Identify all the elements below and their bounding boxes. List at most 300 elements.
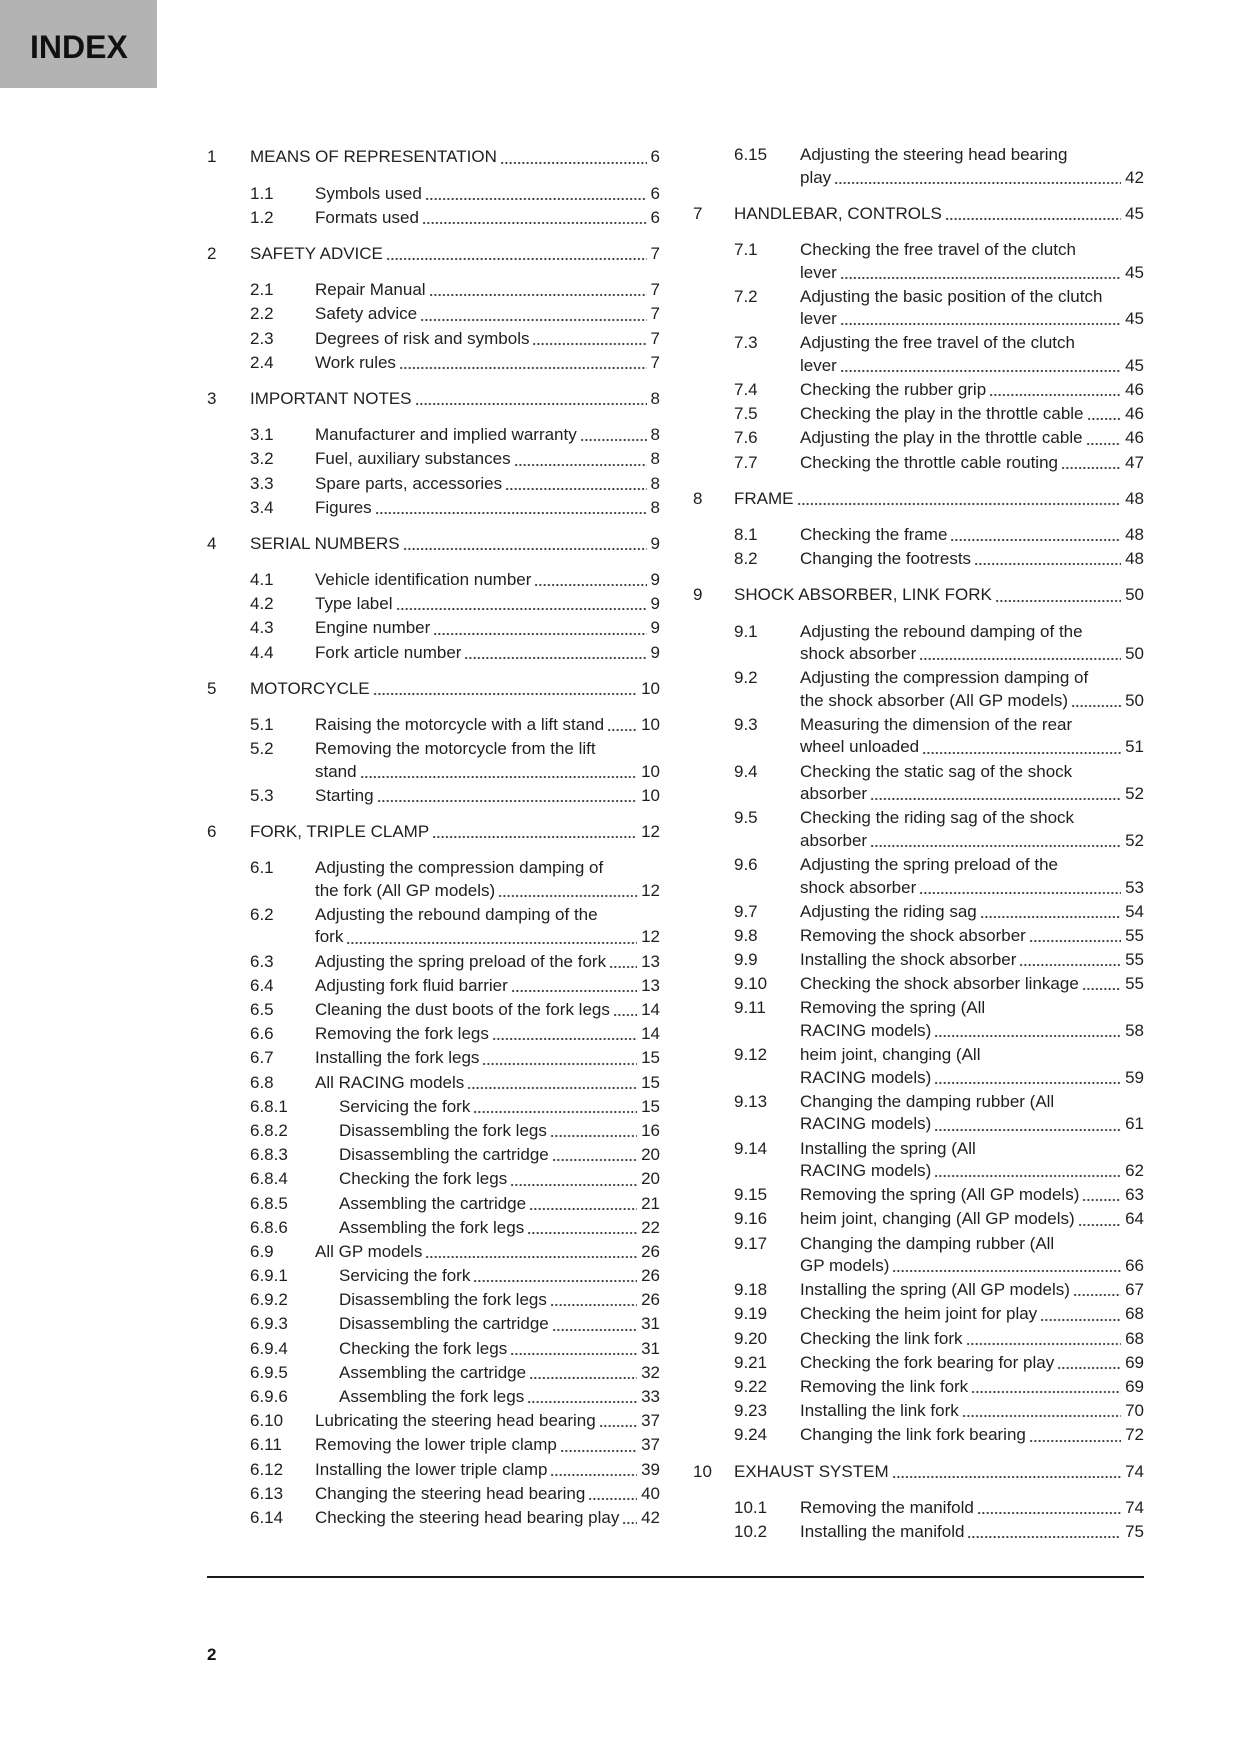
dot-leader [360, 761, 637, 784]
toc-title-line [315, 642, 660, 665]
toc-chapter [207, 677, 660, 701]
toc-title [315, 738, 660, 783]
toc-title-line [315, 1507, 660, 1530]
toc-title-line [339, 1362, 660, 1385]
toc-title-text: Installing the spring (All [800, 1138, 976, 1158]
dot-leader [609, 951, 637, 974]
toc-title-line [315, 1241, 660, 1264]
toc-page-number: 55 [1125, 925, 1144, 945]
toc-title [250, 533, 660, 556]
toc-number: 6.14 [250, 1507, 284, 1527]
toc-number: 7.6 [734, 428, 758, 448]
toc-page-number: 8 [650, 425, 660, 445]
toc-title [315, 183, 660, 206]
toc-section [207, 1192, 660, 1216]
toc-title-text: Installing the link fork [800, 1401, 959, 1421]
toc-title [250, 388, 660, 411]
toc-page-number: 6 [650, 183, 660, 203]
toc-number: 9.3 [734, 714, 758, 734]
section-title: INDEX [30, 29, 128, 65]
toc-section [207, 974, 660, 998]
toc-page-number: 15 [641, 1072, 660, 1092]
toc-title-text: SAFETY ADVICE [250, 244, 383, 263]
toc-title-text: play [800, 167, 832, 187]
toc-number: 3.4 [250, 497, 274, 517]
toc-number: 2.4 [250, 352, 274, 372]
toc-number: 6.9.6 [250, 1387, 288, 1406]
toc-chapter [693, 202, 1144, 226]
toc-section [693, 1520, 1144, 1544]
toc-title-text: Disassembling the fork legs [339, 1290, 547, 1310]
toc-section [693, 143, 1144, 190]
toc-title-line [315, 497, 660, 520]
dot-leader [971, 1376, 1121, 1399]
toc-title-text: FORK, TRIPLE CLAMP [250, 822, 430, 842]
toc-number: 9.12 [734, 1045, 768, 1065]
toc-number: 10.1 [734, 1497, 768, 1517]
toc-title-line [250, 678, 660, 701]
toc-number: 4.1 [250, 570, 274, 590]
toc-title-line [339, 1217, 660, 1240]
toc-title-line [315, 880, 660, 903]
dot-leader [510, 1338, 637, 1361]
toc-title-line [734, 584, 1144, 607]
dot-leader [420, 303, 646, 326]
dot-leader [403, 533, 647, 556]
toc-page-number: 74 [1125, 1497, 1144, 1517]
toc-section [693, 620, 1144, 667]
dot-leader [607, 714, 637, 737]
toc-page-number: 21 [641, 1193, 660, 1213]
toc-page-number: 7 [650, 244, 660, 263]
toc-page-number: 9 [650, 570, 660, 590]
toc-title [800, 1044, 1144, 1089]
toc-title [800, 807, 1144, 852]
toc-number: 1.1 [250, 183, 274, 203]
toc-section [207, 1119, 660, 1143]
toc-page-number: 8 [650, 473, 660, 493]
toc-number: 9.4 [734, 761, 758, 781]
dot-leader [510, 1168, 637, 1191]
toc-title-line [315, 951, 660, 974]
toc-page-number: 16 [641, 1120, 660, 1140]
toc-title-line [800, 1020, 1144, 1043]
dot-leader [552, 1144, 637, 1167]
toc-section [207, 1240, 660, 1264]
toc-page-number: 52 [1125, 830, 1144, 850]
dot-leader [433, 617, 646, 640]
toc-number: 6.2 [250, 904, 274, 924]
dot-leader [500, 146, 647, 169]
toc-title-text: wheel unloaded [800, 737, 920, 757]
dot-leader [482, 1047, 637, 1070]
dot-leader [534, 569, 646, 592]
toc-page-number: 59 [1125, 1067, 1144, 1087]
dot-leader [1087, 403, 1122, 426]
dot-leader [552, 1313, 637, 1336]
dot-leader [934, 1160, 1121, 1183]
dot-leader [588, 1483, 637, 1506]
toc-title-line [800, 643, 1144, 666]
dot-leader [432, 821, 637, 844]
toc-title [800, 1091, 1144, 1136]
toc-number: 9.20 [734, 1328, 768, 1348]
toc-number: 10 [693, 1461, 712, 1481]
dot-leader [797, 488, 1122, 511]
toc-page-number: 37 [641, 1411, 660, 1431]
dot-leader [560, 1434, 637, 1457]
toc-section [207, 998, 660, 1022]
toc-title-text: Manufacturer and implied warranty [315, 425, 577, 445]
toc-title-line [800, 1328, 1144, 1351]
toc-title-text: Changing the footrests [800, 549, 972, 569]
toc-number: 7 [693, 203, 703, 223]
toc-page-number: 42 [1125, 167, 1144, 187]
toc-title-line [250, 243, 660, 266]
toc-title [800, 1497, 1144, 1520]
toc-page-number: 8 [650, 449, 660, 469]
toc-number: 6.9.3 [250, 1314, 288, 1334]
toc-title [315, 473, 660, 496]
toc-title [800, 1303, 1144, 1326]
toc-number: 3.3 [250, 473, 274, 493]
toc-title-line [800, 714, 1144, 737]
toc-title-line [800, 830, 1144, 853]
toc-title-text: Checking the fork legs [339, 1338, 508, 1358]
toc-section [693, 378, 1144, 402]
toc-title-line [800, 1279, 1144, 1302]
toc-title [800, 925, 1144, 948]
toc-title-text: IMPORTANT NOTES [250, 388, 412, 408]
toc-page-number: 46 [1125, 404, 1144, 424]
toc-section [207, 182, 660, 206]
dot-leader [622, 1507, 637, 1530]
dot-leader [995, 584, 1121, 607]
toc-page-number: 10 [641, 761, 660, 781]
toc-section [693, 238, 1144, 285]
toc-section [207, 568, 660, 592]
toc-title-line [800, 1521, 1144, 1544]
toc-page-number: 63 [1125, 1185, 1144, 1205]
toc-section [207, 856, 660, 903]
toc-page-number: 42 [641, 1507, 660, 1527]
toc-section [693, 523, 1144, 547]
toc-title-text: stand [315, 761, 357, 781]
dot-leader [967, 1521, 1121, 1544]
toc-title-text: Spare parts, accessories [315, 473, 503, 493]
toc-page-number: 69 [1125, 1377, 1144, 1397]
toc-title-text: Adjusting the compression damping of [800, 668, 1089, 688]
dot-leader [514, 448, 647, 471]
dot-leader [429, 279, 647, 302]
toc-number: 6.15 [734, 145, 768, 165]
toc-section [693, 547, 1144, 571]
dot-leader [977, 1497, 1121, 1520]
toc-title-text: Checking the static sag of the shock [800, 761, 1073, 781]
toc-number: 6.13 [250, 1483, 284, 1503]
toc-title-text: Checking the heim joint for play [800, 1304, 1038, 1324]
toc-number: 9.11 [734, 998, 766, 1018]
toc-title-line [800, 1044, 1144, 1067]
toc-title-text: Checking the shock absorber linkage [800, 974, 1079, 994]
toc-section [693, 1137, 1144, 1184]
toc-section [693, 948, 1144, 972]
toc-title [339, 1265, 660, 1288]
toc-page-number: 13 [641, 975, 660, 995]
dot-leader [980, 901, 1121, 924]
toc-title-text: shock absorber [800, 644, 917, 664]
toc-title [315, 497, 660, 520]
toc-title [800, 332, 1144, 377]
toc-number: 6.8 [250, 1072, 274, 1092]
toc-section [693, 853, 1144, 900]
toc-title-text: Lubricating the steering head bearing [315, 1411, 596, 1431]
toc-title-text: Adjusting the free travel of the clutch [800, 333, 1075, 353]
dot-leader [1061, 452, 1121, 475]
toc-number: 5 [207, 678, 217, 698]
toc-number: 7.7 [734, 452, 758, 472]
toc-page-number: 10 [641, 715, 660, 734]
dot-leader [529, 1193, 637, 1216]
toc-title-text: Changing the link fork bearing [800, 1425, 1026, 1445]
toc-title-text: Disassembling the cartridge [339, 1314, 549, 1334]
toc-number: 5.1 [250, 715, 274, 734]
toc-section [207, 1337, 660, 1361]
toc-title [800, 997, 1144, 1042]
toc-title-text: Checking the steering head bearing play [315, 1507, 620, 1527]
toc-page-number: 32 [641, 1362, 660, 1382]
toc-section [207, 278, 660, 302]
toc-page-number: 62 [1125, 1161, 1144, 1181]
toc-title-text: Checking the fork legs [339, 1169, 508, 1189]
toc-section [207, 617, 660, 641]
toc-number: 9.2 [734, 668, 758, 688]
toc-page-number: 20 [641, 1169, 660, 1189]
toc-page-number: 50 [1125, 585, 1144, 605]
toc-title-line [315, 926, 660, 949]
toc-title-text: Engine number [315, 618, 431, 638]
toc-page-number: 15 [641, 1048, 660, 1068]
toc-title-text: Type label [315, 594, 393, 614]
toc-number: 6.7 [250, 1048, 274, 1068]
toc-title [250, 821, 660, 844]
toc-title-text: All RACING models [315, 1072, 465, 1092]
toc-section [207, 1264, 660, 1288]
toc-number: 9.13 [734, 1091, 768, 1111]
toc-chapter [207, 820, 660, 844]
toc-title [339, 1217, 660, 1240]
toc-title-text: Assembling the cartridge [339, 1193, 527, 1213]
toc-title [315, 1410, 660, 1433]
toc-section [207, 496, 660, 520]
toc-number: 6.8.1 [250, 1096, 288, 1116]
toc-section [207, 784, 660, 808]
toc-title [315, 448, 660, 471]
dot-leader [934, 1067, 1121, 1090]
toc-title-line [339, 1289, 660, 1312]
toc-page-number: 58 [1125, 1020, 1144, 1040]
toc-number: 6.12 [250, 1459, 284, 1479]
toc-title-text: Removing the link fork [800, 1377, 969, 1397]
toc-section [693, 451, 1144, 475]
toc-title-line [800, 973, 1144, 996]
toc-title [315, 999, 660, 1022]
toc-section [693, 900, 1144, 924]
dot-leader [613, 999, 637, 1022]
dot-leader [834, 167, 1121, 190]
toc-section [693, 1399, 1144, 1423]
toc-number: 6.9.2 [250, 1290, 288, 1310]
toc-title-text: Cleaning the dust boots of the fork legs [315, 1000, 610, 1019]
toc-number: 5.2 [250, 739, 274, 759]
toc-page-number: 26 [641, 1290, 660, 1310]
toc-page-number: 26 [641, 1241, 660, 1261]
toc-number: 4.3 [250, 618, 274, 638]
toc-page-number: 8 [650, 388, 660, 408]
toc-section [693, 1232, 1144, 1279]
toc-title-line [800, 783, 1144, 806]
toc-title-text: Repair Manual [315, 280, 426, 300]
toc-title-text: lever [800, 355, 837, 375]
toc-title-line [339, 1265, 660, 1288]
toc-title-line [800, 621, 1144, 644]
toc-title [315, 951, 660, 974]
toc-section [693, 666, 1144, 713]
toc-title-text: Checking the fork bearing for play [800, 1352, 1055, 1372]
toc-title-line [800, 1400, 1144, 1423]
toc-title-line [800, 332, 1144, 355]
toc-number: 9.8 [734, 925, 758, 945]
toc-number: 7.2 [734, 286, 758, 306]
toc-title [315, 1459, 660, 1482]
toc-title-line [800, 452, 1144, 475]
toc-section [207, 1288, 660, 1312]
dot-leader [580, 424, 647, 447]
toc-chapter [693, 1460, 1144, 1484]
toc-section [693, 1278, 1144, 1302]
toc-title-text: Assembling the cartridge [339, 1362, 527, 1382]
toc-section [693, 1043, 1144, 1090]
toc-section [207, 447, 660, 471]
toc-title-line [339, 1144, 660, 1167]
toc-title [800, 1279, 1144, 1302]
toc-title-line [800, 427, 1144, 450]
toc-title-text: Checking the play in the throttle cable [800, 404, 1084, 424]
dot-leader [962, 1400, 1121, 1423]
toc-title-text: RACING models) [800, 1114, 932, 1134]
toc-section [693, 332, 1144, 379]
toc-title-line [800, 548, 1144, 571]
toc-title [315, 207, 660, 230]
toc-title [800, 427, 1144, 450]
toc-title [800, 1328, 1144, 1351]
toc-title-text: EXHAUST SYSTEM [734, 1461, 889, 1481]
toc-title-text: Starting [315, 785, 374, 805]
toc-title-line [250, 146, 660, 169]
toc-page-number: 48 [1125, 488, 1144, 508]
toc-number: 9.21 [734, 1352, 768, 1372]
toc-page-number: 54 [1125, 901, 1144, 921]
toc-page-number: 10 [641, 785, 660, 805]
dot-leader [989, 379, 1121, 402]
toc-page-number: 31 [641, 1338, 660, 1358]
dot-leader [892, 1255, 1121, 1278]
toc-number: 9.6 [734, 855, 758, 875]
toc-number: 9.10 [734, 974, 768, 994]
toc-title-text: shock absorber [800, 877, 917, 897]
toc-section [207, 1482, 660, 1506]
toc-title-line [800, 1067, 1144, 1090]
toc-title-text: Changing the damping rubber (All [800, 1233, 1055, 1253]
toc-section [693, 760, 1144, 807]
toc-title [800, 548, 1144, 571]
toc-number: 2.1 [250, 280, 274, 300]
toc-title-text: Removing the spring (All GP models) [800, 1185, 1080, 1205]
toc-number: 1.2 [250, 207, 274, 227]
toc-page-number: 66 [1125, 1256, 1144, 1276]
toc-title-text: FRAME [734, 488, 794, 508]
toc-title-line [315, 857, 660, 880]
dot-leader [1073, 1279, 1121, 1302]
dot-leader [550, 1289, 637, 1312]
toc-title-text: Installing the shock absorber [800, 950, 1017, 970]
dot-leader [492, 1023, 637, 1046]
toc-section [207, 1458, 660, 1482]
toc-title-line [734, 203, 1144, 226]
toc-section [693, 1208, 1144, 1232]
toc-number: 9.15 [734, 1185, 768, 1205]
toc-number: 9.23 [734, 1401, 768, 1421]
toc-title-line [800, 1497, 1144, 1520]
toc-section [207, 1409, 660, 1433]
toc-title-line [800, 355, 1144, 378]
toc-title-text: Adjusting the riding sag [800, 901, 977, 921]
toc-title-text: Adjusting fork fluid barrier [315, 975, 508, 995]
toc-page-number: 6 [650, 207, 660, 227]
toc-title-line [800, 949, 1144, 972]
toc-title [315, 424, 660, 447]
toc-title [339, 1120, 660, 1143]
toc-title-text: Checking the free travel of the clutch [800, 240, 1076, 260]
toc-title-line [800, 144, 1144, 167]
index-tab [0, 0, 157, 88]
toc-section [693, 427, 1144, 451]
toc-section [693, 1183, 1144, 1207]
toc-title [315, 617, 660, 640]
toc-page-number: 55 [1125, 974, 1144, 994]
toc-page-number: 13 [641, 951, 660, 971]
dot-leader [934, 1020, 1121, 1043]
dot-leader [377, 785, 637, 808]
toc-page-number: 10 [641, 678, 660, 698]
toc-title-line [800, 1091, 1144, 1114]
toc-title-text: Assembling the fork legs [339, 1387, 525, 1406]
toc-title-line [315, 1072, 660, 1095]
toc-title-line [800, 1255, 1144, 1278]
toc-title-text: Installing the manifold [800, 1521, 965, 1541]
toc-title-text: heim joint, changing (All [800, 1045, 981, 1065]
toc-section [207, 1385, 660, 1409]
toc-page-number: 74 [1125, 1461, 1144, 1481]
toc-number: 2.2 [250, 304, 274, 324]
toc-page-number: 31 [641, 1314, 660, 1334]
toc-title-text: lever [800, 262, 837, 282]
toc-title [800, 239, 1144, 284]
toc-title [315, 1434, 660, 1457]
toc-title-line [315, 1483, 660, 1506]
dot-leader [346, 926, 637, 949]
toc-number: 9.14 [734, 1138, 768, 1158]
